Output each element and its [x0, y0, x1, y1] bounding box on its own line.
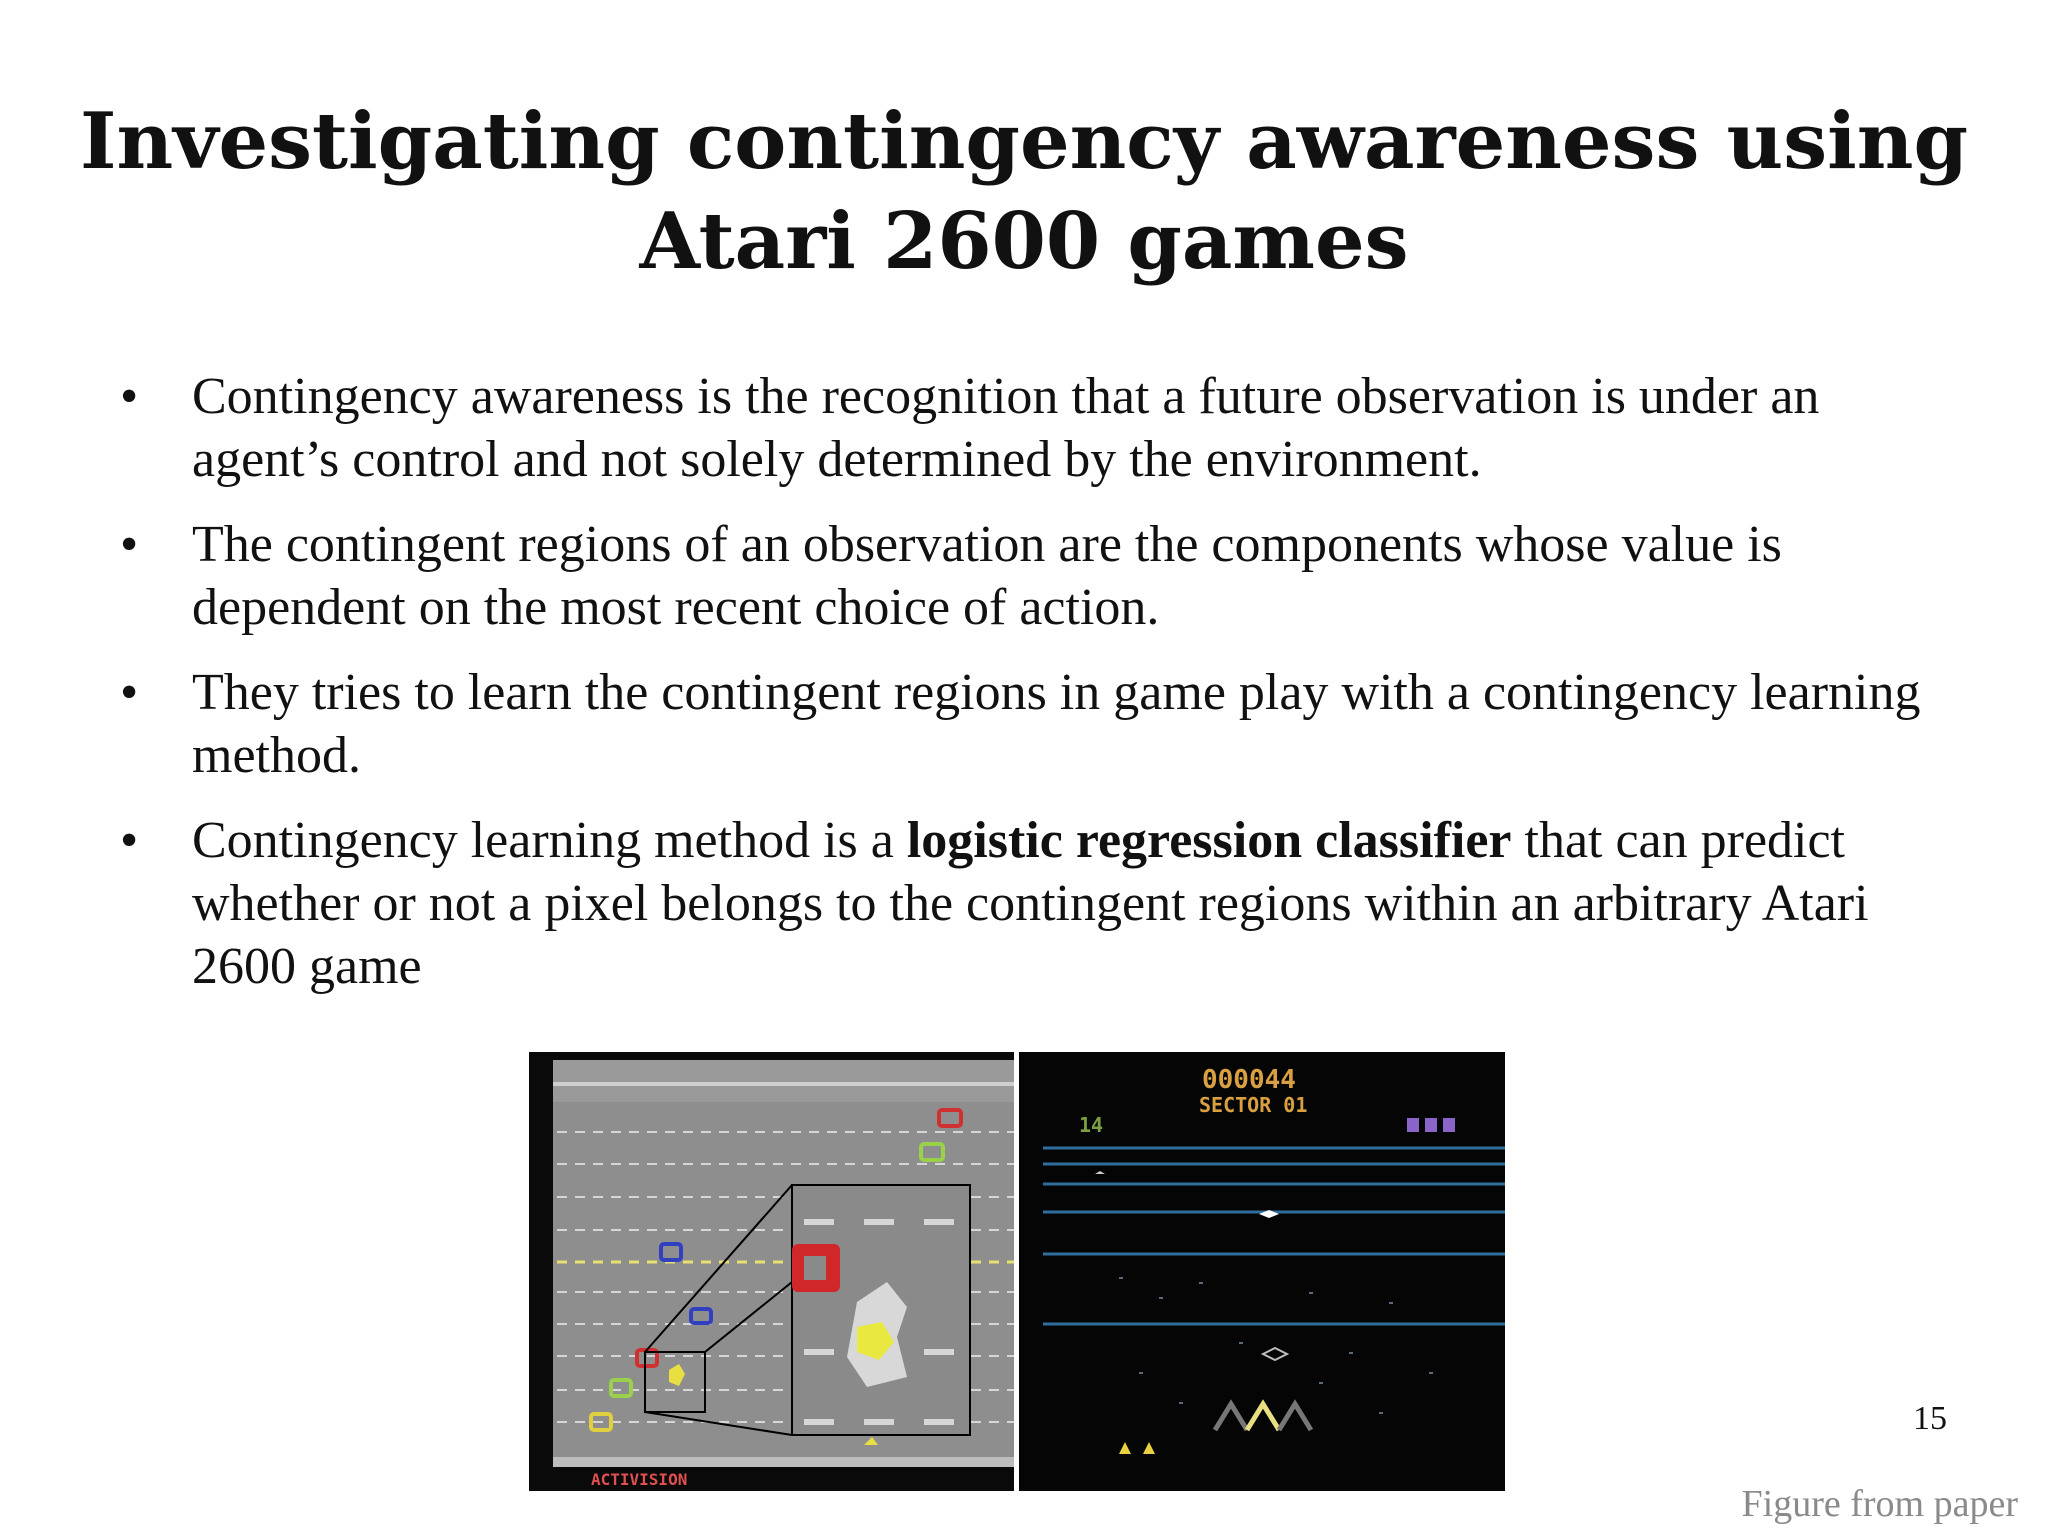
enemies-left: 14 — [1079, 1113, 1104, 1137]
bullet-item: • The contingent regions of an observation are the components whose value is dependent on the most recent choice of action. — [120, 513, 1960, 639]
beamrider-game-screenshot — [1019, 1052, 1505, 1491]
bullet-item: • They tries to learn the contingent regions in game play with a contingency learning method. — [120, 661, 1960, 787]
page-number: 15 — [1913, 1400, 1947, 1437]
bullet-list — [120, 365, 1960, 1020]
bullet-item: • Contingency awareness is the recognition that a future observation is under an agent’s control and not solely determined by the environment. — [120, 365, 1960, 491]
score-display: 000044 — [1202, 1065, 1296, 1095]
lives-indicator — [1407, 1118, 1455, 1132]
bullet-item — [120, 809, 1960, 998]
activision-logo: ACTIVISION — [591, 1470, 688, 1489]
freeway-game-screenshot — [529, 1052, 1014, 1491]
title-line-1: Investigating contingency awareness using — [79, 96, 1969, 187]
inset-car-window — [804, 1256, 826, 1280]
sector-display: SECTOR 01 — [1199, 1093, 1308, 1117]
slide-title — [0, 92, 2048, 292]
beamrider-illustration — [1019, 1052, 1505, 1491]
figure-caption: Figure from paper — [1741, 1483, 2018, 1525]
bullet-text-post: that can predict whether or not a pixel belongs to the contingent regions within an arbitrary Atari 2600 game — [192, 812, 1869, 995]
freeway-top-line — [553, 1082, 1014, 1086]
bullet-text-bold: logistic regression classifier — [906, 812, 1512, 869]
bullet-text-pre: Contingency learning method is a — [192, 812, 907, 869]
freeway-illustration — [529, 1052, 1014, 1491]
freeway-top-strip — [553, 1060, 1014, 1102]
title-line-2: Atari 2600 games — [639, 196, 1409, 287]
freeway-bottom-strip — [553, 1457, 1014, 1467]
